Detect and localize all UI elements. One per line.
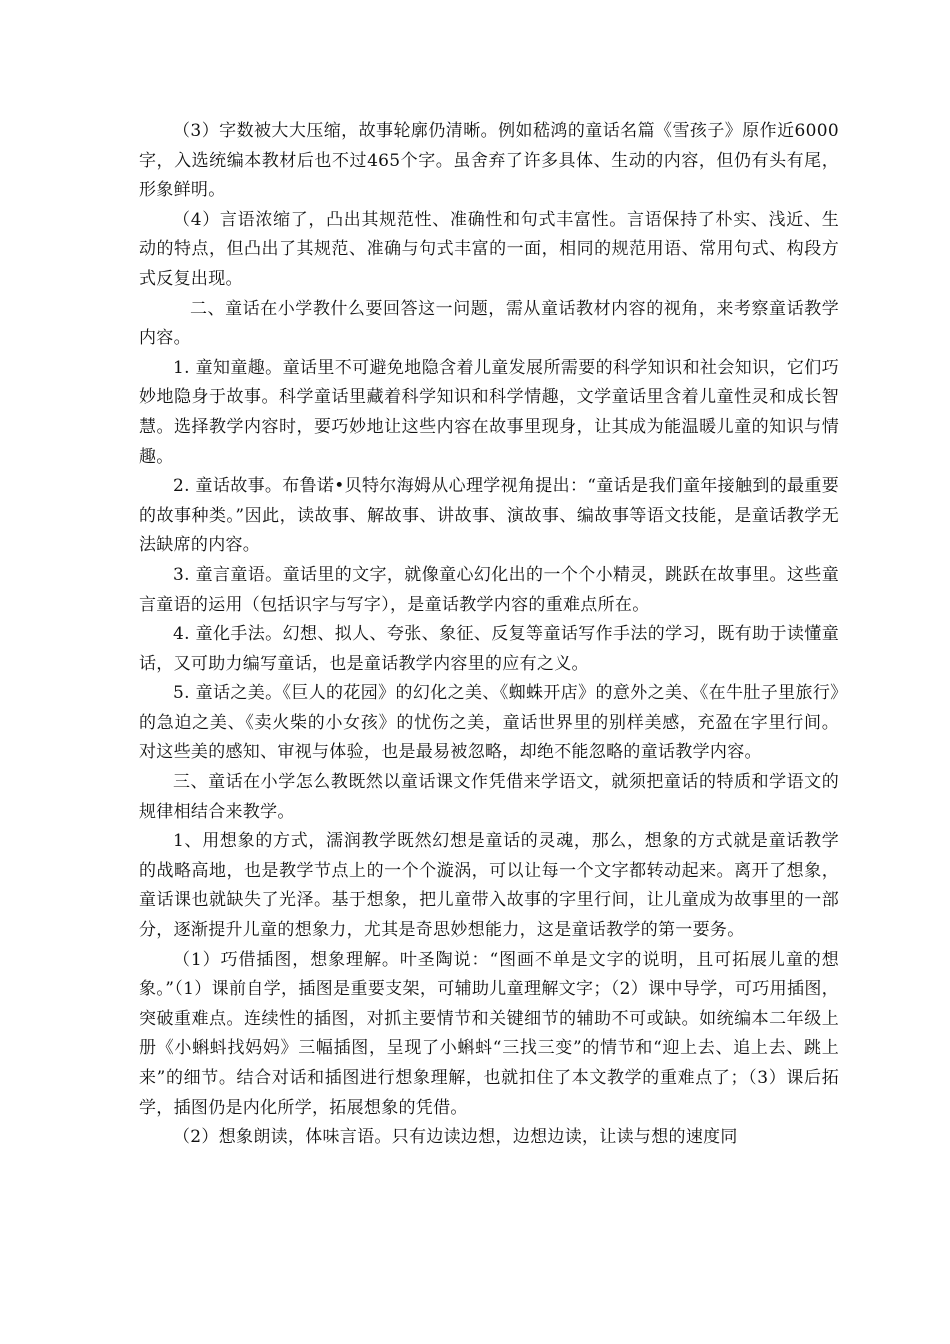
paragraph-fairy-tale-story: 2. 童话故事。布鲁诺•贝特尔海姆从心理学视角提出：“童话是我们童年接触到的最重要的故事种类。”因此，读故事、解故事、讲故事、演故事、编故事等语文技能，是童话教学无法缺席的内容。 bbox=[139, 476, 839, 556]
paragraph-imagination: 1、用想象的方式，濡润教学既然幻想是童话的灵魂，那么，想象的方式就是童话教学的战略高地，也是教学节点上的一个个漩涡，可以让每一个文字都转动起来。离开了想象，童话课也就缺失了光泽。基于想象，把儿童带入故事的字里行间，让儿童成为故事里的一部分，逐渐提升儿童的想象力，尤其是奇思妙想能力，这是童话教学的第一要务。 bbox=[139, 831, 839, 941]
paragraph-word-count: （3）字数被大大压缩，故事轮廓仍清晰。例如嵇鸿的童话名篇《雪孩子》原作近6000字，入选统编本教材后也不过465个字。虽舍弃了许多具体、生动的内容，但仍有头有尾，形象鲜明。 bbox=[139, 121, 839, 201]
paragraph-child-knowledge: 1. 童知童趣。童话里不可避免地隐含着儿童发展所需要的科学知识和社会知识，它们巧妙地隐身于故事。科学童话里藏着科学知识和科学情趣，文学童话里含着儿童性灵和成长智慧。选择教学内容时，要巧妙地让这些内容在故事里现身，让其成为能温暖儿童的知识与情趣。 bbox=[139, 357, 839, 467]
paragraph-child-language: 3. 童言童语。童话里的文字，就像童心幻化出的一个个小精灵，跳跃在故事里。这些童言童语的运用（包括识字与写字），是童话教学内容的重难点所在。 bbox=[139, 564, 839, 615]
paragraph-imaginative-reading: （2）想象朗读，体味言语。只有边读边想，边想边读，让读与想的速度同 bbox=[173, 1127, 738, 1148]
section-heading-what-to-teach: 二、童话在小学教什么要回答这一问题，需从童话教材内容的视角，来考察童话教学内容。 bbox=[139, 298, 839, 349]
section-heading-how-to-teach: 三、童话在小学怎么教既然以童话课文作凭借来学语文，就须把童话的特质和学语文的规律相结合来教学。 bbox=[139, 772, 839, 822]
document-body bbox=[139, 117, 839, 1153]
paragraph-fairy-tale-beauty: 5. 童话之美。《巨人的花园》的幻化之美、《蜘蛛开店》的意外之美、《在牛肚子里旅行》的急迫之美、《卖火柴的小女孩》的忧伤之美，童话世界里的别样美感，充盈在字里行间。对这些美的感知、审视与体验，也是最易被忽略，却绝不能忽略的童话教学内容。 bbox=[139, 683, 839, 763]
paragraph-writing-techniques: 4. 童化手法。幻想、拟人、夸张、象征、反复等童话写作手法的学习，既有助于读懂童话，又可助力编写童话，也是童话教学内容里的应有之义。 bbox=[139, 624, 839, 674]
paragraph-language-condensed: （4）言语浓缩了，凸出其规范性、准确性和句式丰富性。言语保持了朴实、浅近、生动的特点，但凸出了其规范、准确与句式丰富的一面，相同的规范用语、常用句式、构段方式反复出现。 bbox=[139, 209, 839, 289]
paragraph-illustrations: （1）巧借插图，想象理解。叶圣陶说：“图画不单是文字的说明，且可拓展儿童的想象。”（1）课前自学，插图是重要支架，可辅助儿童理解文字；（2）课中导学，可巧用插图，突破重难点。连续性的插图，对抓主要情节和关键细节的辅助不可或缺。如统编本二年级上册《小蝌蚪找妈妈》三幅插图，呈现了小蝌蚪“三找三变”的情节和“迎上去、追上去、跳上来”的细节。结合对话和插图进行想象理解，也就扣住了本文教学的重难点了；（3）课后拓学，插图仍是内化所学，拓展想象的凭借。 bbox=[139, 949, 839, 1118]
